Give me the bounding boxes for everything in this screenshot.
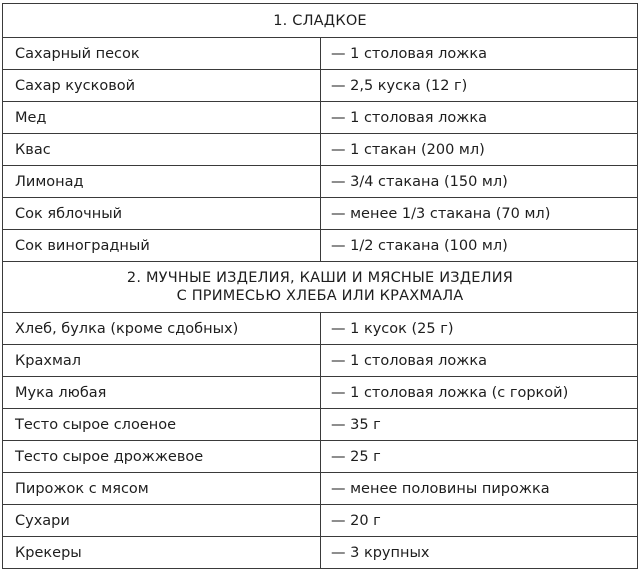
table-row <box>3 230 638 262</box>
item-name: Пирожок с мясом <box>3 473 321 505</box>
item-amount: — 3 крупных <box>321 537 638 569</box>
item-amount: — 1/2 стакана (100 мл) <box>321 230 638 262</box>
table-row <box>3 377 638 409</box>
item-amount: — 1 столовая ложка (с горкой) <box>321 377 638 409</box>
item-name: Сок яблочный <box>3 198 321 230</box>
item-amount: — менее 1/3 стакана (70 мл) <box>321 198 638 230</box>
item-amount: — 3/4 стакана (150 мл) <box>321 166 638 198</box>
table-row <box>3 166 638 198</box>
item-name: Сухари <box>3 505 321 537</box>
section-header-sweets <box>3 4 638 38</box>
table-row <box>3 441 638 473</box>
item-name: Хлеб, булка (кроме сдобных) <box>3 313 321 345</box>
section-title-line: С ПРИМЕСЬЮ ХЛЕБА ИЛИ КРАХМАЛА <box>176 288 464 304</box>
table-row <box>3 537 638 569</box>
item-amount: — 35 г <box>321 409 638 441</box>
table-row <box>3 102 638 134</box>
table-wrapper <box>2 3 638 569</box>
item-amount: — 1 столовая ложка <box>321 38 638 70</box>
item-name: Тесто сырое дрожжевое <box>3 441 321 473</box>
item-amount: — 1 кусок (25 г) <box>321 313 638 345</box>
item-name: Сок виноградный <box>3 230 321 262</box>
section-title <box>3 262 638 313</box>
item-name: Лимонад <box>3 166 321 198</box>
section-title <box>3 4 638 38</box>
item-name: Мед <box>3 102 321 134</box>
table-row <box>3 473 638 505</box>
item-amount: — менее половины пирожка <box>321 473 638 505</box>
table-row <box>3 345 638 377</box>
table-row <box>3 313 638 345</box>
table-row <box>3 134 638 166</box>
item-amount: — 1 столовая ложка <box>321 102 638 134</box>
item-name: Сахар кусковой <box>3 70 321 102</box>
table-row <box>3 70 638 102</box>
section-header-flour <box>3 262 638 313</box>
table-row <box>3 505 638 537</box>
section-title-line: 1. СЛАДКОЕ <box>273 12 367 29</box>
table-row <box>3 409 638 441</box>
item-amount: — 1 стакан (200 мл) <box>321 134 638 166</box>
item-name: Квас <box>3 134 321 166</box>
item-amount: — 25 г <box>321 441 638 473</box>
item-amount: — 20 г <box>321 505 638 537</box>
item-name: Крекеры <box>3 537 321 569</box>
table-row <box>3 198 638 230</box>
item-name: Крахмал <box>3 345 321 377</box>
item-amount: — 1 столовая ложка <box>321 345 638 377</box>
item-name: Сахарный песок <box>3 38 321 70</box>
item-amount: — 2,5 куска (12 г) <box>321 70 638 102</box>
equivalents-table <box>2 3 638 569</box>
item-name: Тесто сырое слоеное <box>3 409 321 441</box>
table-row <box>3 38 638 70</box>
section-title-line: 2. МУЧНЫЕ ИЗДЕЛИЯ, КАШИ И МЯСНЫЕ ИЗДЕЛИЯ <box>126 270 514 286</box>
item-name: Мука любая <box>3 377 321 409</box>
